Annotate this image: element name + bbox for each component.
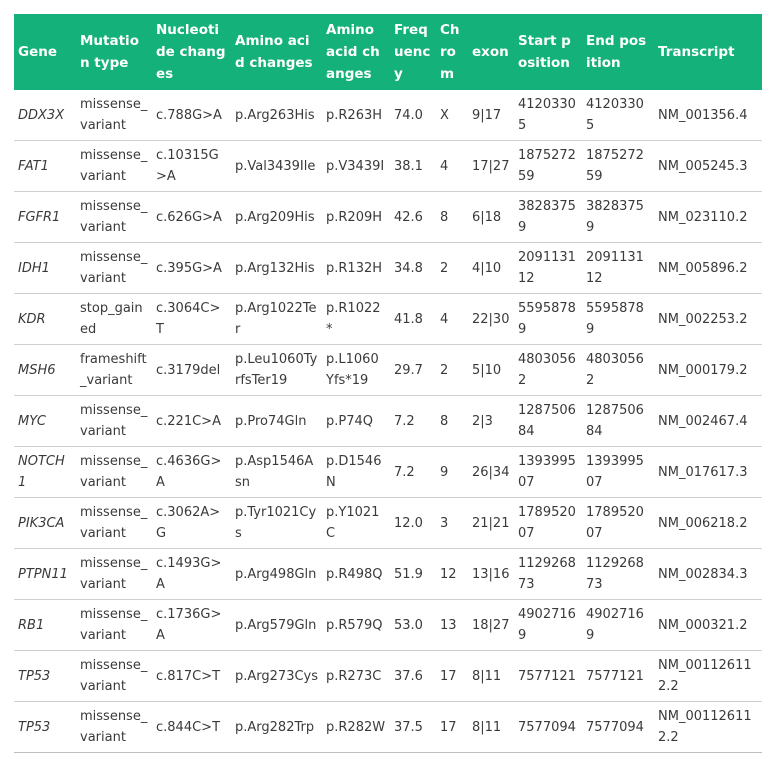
cell-exon: 13|16 [468, 549, 514, 600]
cell-gene: TP53 [14, 702, 76, 753]
cell-transcript: NM_002834.3 [654, 549, 762, 600]
cell-frequency: 41.8 [390, 294, 436, 345]
cell-exon: 8|11 [468, 651, 514, 702]
cell-start-position: 209113112 [514, 243, 582, 294]
header-nucleotide-changes: Nucleotide changes [152, 14, 231, 90]
cell-amino-acid-change: p.Tyr1021Cys [231, 498, 322, 549]
cell-exon: 2|3 [468, 396, 514, 447]
cell-gene: FGFR1 [14, 192, 76, 243]
cell-nucleotide-change: c.817C>T [152, 651, 231, 702]
cell-exon: 4|10 [468, 243, 514, 294]
cell-transcript: NM_023110.2 [654, 192, 762, 243]
cell-end-position: 49027169 [582, 600, 654, 651]
cell-end-position: 178952007 [582, 498, 654, 549]
cell-amino-acid-change-short: p.R282W [322, 702, 390, 753]
cell-nucleotide-change: c.10315G>A [152, 141, 231, 192]
cell-gene: TP53 [14, 651, 76, 702]
cell-chromosome: 3 [436, 498, 468, 549]
cell-start-position: 49027169 [514, 600, 582, 651]
header-amino-acid-changes-short: Amino acid changes [322, 14, 390, 90]
cell-mutation-type: missense_variant [76, 243, 152, 294]
cell-frequency: 37.6 [390, 651, 436, 702]
cell-chromosome: X [436, 90, 468, 141]
table-row [14, 141, 762, 192]
table-row [14, 498, 762, 549]
table-row [14, 192, 762, 243]
cell-end-position: 7577121 [582, 651, 654, 702]
cell-amino-acid-change-short: p.D1546N [322, 447, 390, 498]
header-start-position: Start position [514, 14, 582, 90]
cell-end-position: 38283759 [582, 192, 654, 243]
cell-end-position: 128750684 [582, 396, 654, 447]
cell-amino-acid-change: p.Arg132His [231, 243, 322, 294]
cell-amino-acid-change: p.Arg209His [231, 192, 322, 243]
cell-chromosome: 8 [436, 396, 468, 447]
cell-gene: PTPN11 [14, 549, 76, 600]
cell-gene: MSH6 [14, 345, 76, 396]
cell-mutation-type: missense_variant [76, 192, 152, 243]
cell-start-position: 55958789 [514, 294, 582, 345]
cell-start-position: 112926873 [514, 549, 582, 600]
cell-chromosome: 4 [436, 294, 468, 345]
cell-start-position: 178952007 [514, 498, 582, 549]
cell-start-position: 128750684 [514, 396, 582, 447]
cell-amino-acid-change-short: p.R1022* [322, 294, 390, 345]
cell-amino-acid-change: p.Val3439Ile [231, 141, 322, 192]
cell-frequency: 12.0 [390, 498, 436, 549]
cell-amino-acid-change-short: p.V3439I [322, 141, 390, 192]
table-row [14, 243, 762, 294]
cell-amino-acid-change: p.Arg282Trp [231, 702, 322, 753]
cell-exon: 26|34 [468, 447, 514, 498]
cell-nucleotide-change: c.1736G>A [152, 600, 231, 651]
table-row [14, 345, 762, 396]
cell-start-position: 7577121 [514, 651, 582, 702]
cell-end-position: 55958789 [582, 294, 654, 345]
cell-transcript: NM_001126112.2 [654, 651, 762, 702]
cell-amino-acid-change: p.Arg498Gln [231, 549, 322, 600]
table-row [14, 396, 762, 447]
cell-amino-acid-change-short: p.R209H [322, 192, 390, 243]
cell-end-position: 48030562 [582, 345, 654, 396]
cell-transcript: NM_002467.4 [654, 396, 762, 447]
cell-chromosome: 8 [436, 192, 468, 243]
cell-nucleotide-change: c.3064C>T [152, 294, 231, 345]
mutation-table [14, 14, 762, 753]
cell-chromosome: 13 [436, 600, 468, 651]
cell-transcript: NM_005896.2 [654, 243, 762, 294]
cell-nucleotide-change: c.844C>T [152, 702, 231, 753]
cell-gene: KDR [14, 294, 76, 345]
cell-chromosome: 2 [436, 243, 468, 294]
header-gene: Gene [14, 14, 76, 90]
cell-start-position: 48030562 [514, 345, 582, 396]
cell-frequency: 51.9 [390, 549, 436, 600]
cell-amino-acid-change: p.Arg579Gln [231, 600, 322, 651]
header-frequency: Frequency [390, 14, 436, 90]
cell-start-position: 139399507 [514, 447, 582, 498]
cell-start-position: 41203305 [514, 90, 582, 141]
cell-mutation-type: missense_variant [76, 600, 152, 651]
cell-gene: RB1 [14, 600, 76, 651]
cell-end-position: 112926873 [582, 549, 654, 600]
cell-start-position: 187527259 [514, 141, 582, 192]
table-row [14, 651, 762, 702]
cell-start-position: 7577094 [514, 702, 582, 753]
cell-exon: 21|21 [468, 498, 514, 549]
cell-transcript: NM_001356.4 [654, 90, 762, 141]
cell-chromosome: 17 [436, 651, 468, 702]
cell-amino-acid-change: p.Asp1546Asn [231, 447, 322, 498]
cell-frequency: 74.0 [390, 90, 436, 141]
table-row [14, 702, 762, 753]
cell-gene: MYC [14, 396, 76, 447]
cell-gene: IDH1 [14, 243, 76, 294]
cell-exon: 22|30 [468, 294, 514, 345]
header-amino-acid-changes: Amino acid changes [231, 14, 322, 90]
cell-chromosome: 17 [436, 702, 468, 753]
cell-end-position: 41203305 [582, 90, 654, 141]
cell-nucleotide-change: c.626G>A [152, 192, 231, 243]
cell-exon: 8|11 [468, 702, 514, 753]
cell-mutation-type: missense_variant [76, 549, 152, 600]
cell-mutation-type: missense_variant [76, 447, 152, 498]
cell-amino-acid-change-short: p.P74Q [322, 396, 390, 447]
cell-frequency: 34.8 [390, 243, 436, 294]
cell-amino-acid-change: p.Arg1022Ter [231, 294, 322, 345]
cell-chromosome: 4 [436, 141, 468, 192]
table-row [14, 600, 762, 651]
cell-mutation-type: missense_variant [76, 651, 152, 702]
cell-transcript: NM_001126112.2 [654, 702, 762, 753]
cell-nucleotide-change: c.1493G>A [152, 549, 231, 600]
cell-end-position: 7577094 [582, 702, 654, 753]
cell-gene: DDX3X [14, 90, 76, 141]
cell-transcript: NM_005245.3 [654, 141, 762, 192]
cell-exon: 5|10 [468, 345, 514, 396]
header-exon: exon [468, 14, 514, 90]
cell-exon: 18|27 [468, 600, 514, 651]
cell-chromosome: 12 [436, 549, 468, 600]
header-end-position: End position [582, 14, 654, 90]
cell-frequency: 29.7 [390, 345, 436, 396]
table-body [14, 90, 762, 753]
table-row [14, 90, 762, 141]
cell-nucleotide-change: c.788G>A [152, 90, 231, 141]
cell-chromosome: 9 [436, 447, 468, 498]
cell-mutation-type: missense_variant [76, 498, 152, 549]
cell-end-position: 209113112 [582, 243, 654, 294]
cell-nucleotide-change: c.3179del [152, 345, 231, 396]
cell-frequency: 53.0 [390, 600, 436, 651]
cell-amino-acid-change-short: p.L1060Yfs*19 [322, 345, 390, 396]
cell-start-position: 38283759 [514, 192, 582, 243]
cell-mutation-type: missense_variant [76, 90, 152, 141]
cell-mutation-type: stop_gained [76, 294, 152, 345]
cell-exon: 6|18 [468, 192, 514, 243]
cell-frequency: 42.6 [390, 192, 436, 243]
cell-mutation-type: missense_variant [76, 396, 152, 447]
cell-end-position: 139399507 [582, 447, 654, 498]
cell-amino-acid-change: p.Leu1060TyrfsTer19 [231, 345, 322, 396]
cell-nucleotide-change: c.395G>A [152, 243, 231, 294]
cell-amino-acid-change-short: p.R263H [322, 90, 390, 141]
table-row [14, 447, 762, 498]
cell-transcript: NM_006218.2 [654, 498, 762, 549]
cell-amino-acid-change-short: p.R132H [322, 243, 390, 294]
cell-transcript: NM_000179.2 [654, 345, 762, 396]
cell-mutation-type: missense_variant [76, 141, 152, 192]
cell-frequency: 38.1 [390, 141, 436, 192]
cell-frequency: 7.2 [390, 447, 436, 498]
header-chromosome: Chrom [436, 14, 468, 90]
cell-mutation-type: missense_variant [76, 702, 152, 753]
header-transcript: Transcript [654, 14, 762, 90]
cell-amino-acid-change: p.Arg263His [231, 90, 322, 141]
cell-mutation-type: frameshift_variant [76, 345, 152, 396]
cell-gene: FAT1 [14, 141, 76, 192]
cell-amino-acid-change-short: p.R498Q [322, 549, 390, 600]
cell-frequency: 7.2 [390, 396, 436, 447]
cell-nucleotide-change: c.3062A>G [152, 498, 231, 549]
cell-exon: 17|27 [468, 141, 514, 192]
cell-transcript: NM_002253.2 [654, 294, 762, 345]
cell-gene: PIK3CA [14, 498, 76, 549]
table-row [14, 549, 762, 600]
table-row [14, 294, 762, 345]
cell-amino-acid-change-short: p.R579Q [322, 600, 390, 651]
header-mutation-type: Mutation type [76, 14, 152, 90]
cell-nucleotide-change: c.221C>A [152, 396, 231, 447]
cell-amino-acid-change-short: p.R273C [322, 651, 390, 702]
cell-exon: 9|17 [468, 90, 514, 141]
cell-transcript: NM_000321.2 [654, 600, 762, 651]
cell-chromosome: 2 [436, 345, 468, 396]
mutation-table-container [14, 14, 762, 753]
table-header-row [14, 14, 762, 90]
cell-end-position: 187527259 [582, 141, 654, 192]
cell-amino-acid-change: p.Pro74Gln [231, 396, 322, 447]
cell-frequency: 37.5 [390, 702, 436, 753]
cell-nucleotide-change: c.4636G>A [152, 447, 231, 498]
cell-amino-acid-change: p.Arg273Cys [231, 651, 322, 702]
cell-transcript: NM_017617.3 [654, 447, 762, 498]
cell-amino-acid-change-short: p.Y1021C [322, 498, 390, 549]
cell-gene: NOTCH1 [14, 447, 76, 498]
